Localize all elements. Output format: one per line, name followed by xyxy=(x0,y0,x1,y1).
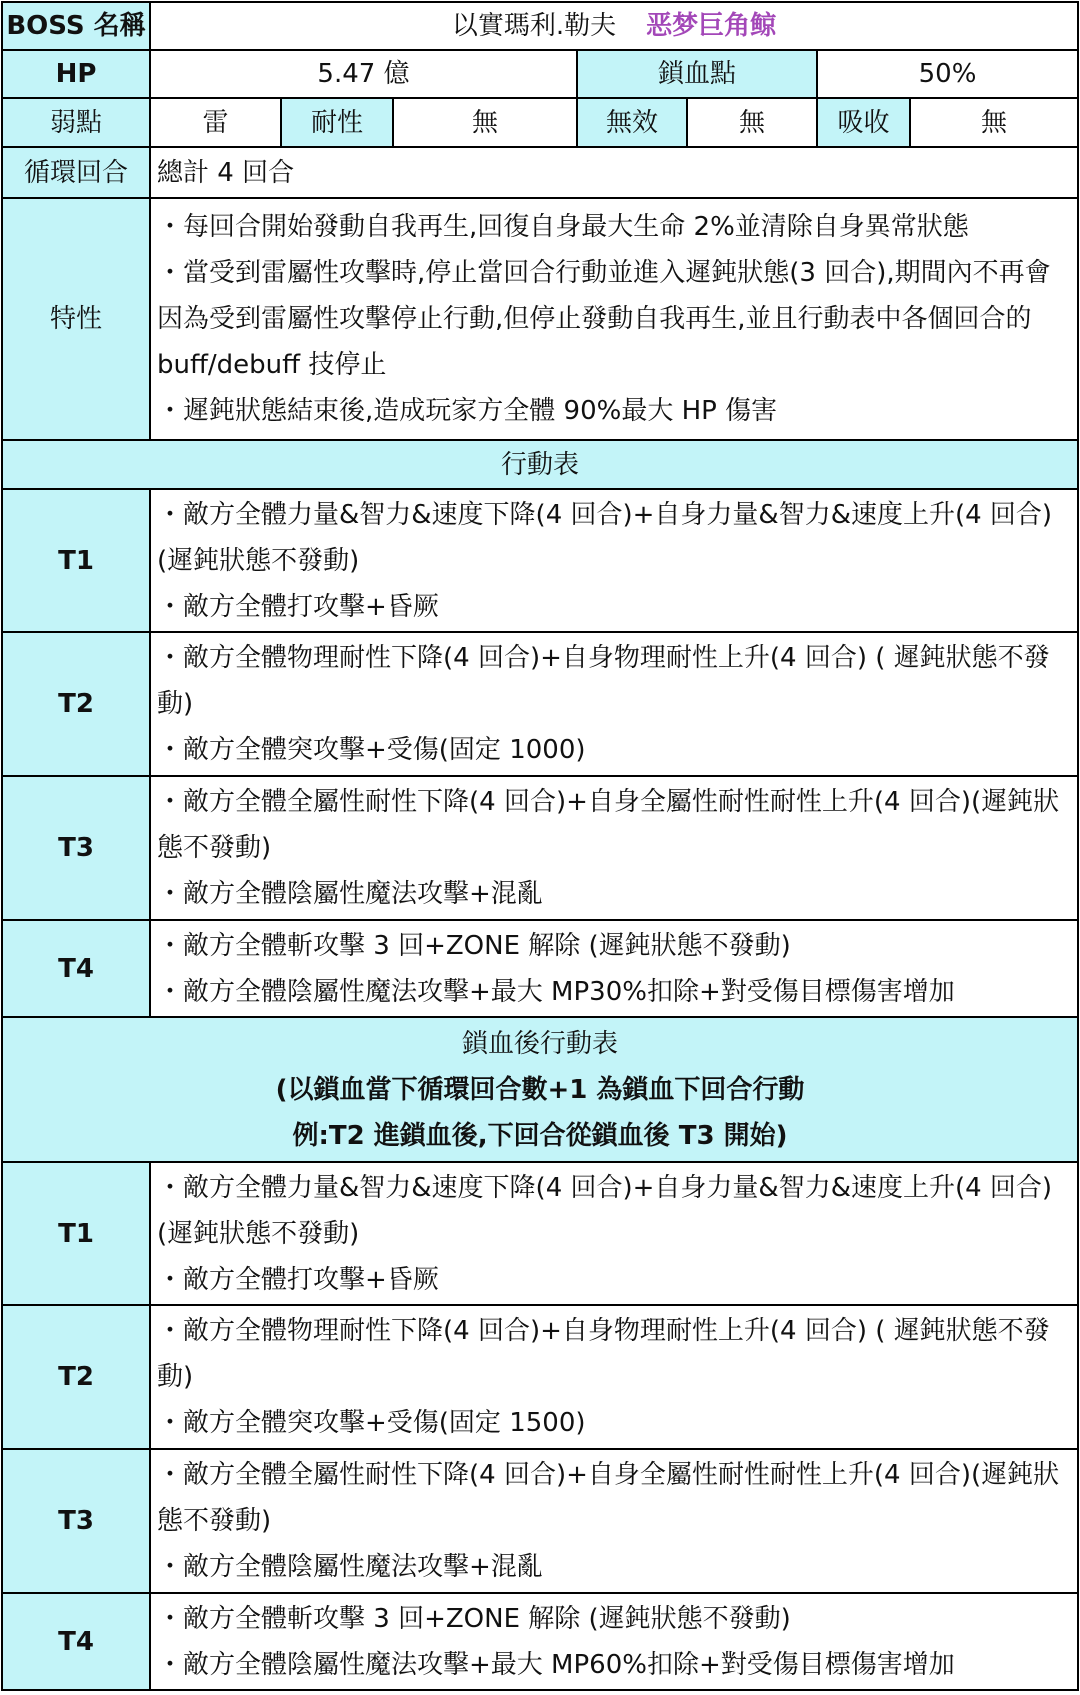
action-line: ・敵方全體斬攻擊 3 回+ZONE 解除 (遲鈍狀態不發動) xyxy=(157,1603,791,1634)
cycle-value: 總計 4 回合 xyxy=(150,147,1078,198)
turn-label: T1 xyxy=(2,489,150,632)
hp-label: HP xyxy=(2,50,150,98)
lock-label: 鎖血點 xyxy=(577,50,817,98)
action-line: ・敵方全體陰屬性魔法攻擊+最大 MP60%扣除+對受傷目標傷害增加 xyxy=(157,1649,955,1680)
action-cell xyxy=(150,1593,1078,1690)
boss-alias: 恶梦巨角鲸 xyxy=(646,11,777,41)
turn-label: T1 xyxy=(2,1162,150,1305)
absorb-value: 無 xyxy=(910,98,1078,147)
action-line: ・敵方全體物理耐性下降(4 回合)+自身物理耐性上升(4 回合) ( 遲鈍狀態不發動) xyxy=(157,1316,1050,1392)
action-cell xyxy=(150,920,1078,1017)
turn-label: T2 xyxy=(2,1305,150,1449)
action-cell xyxy=(150,1305,1078,1449)
action-line: ・敵方全體物理耐性下降(4 回合)+自身物理耐性上升(4 回合) ( 遲鈍狀態不發動) xyxy=(157,643,1050,719)
action-cell xyxy=(150,1449,1078,1593)
turn-label: T3 xyxy=(2,776,150,920)
trait-label: 特性 xyxy=(2,198,150,440)
boss-info-table xyxy=(1,1,1079,1691)
null-value: 無 xyxy=(687,98,817,147)
lock-note-line: (以鎖血當下循環回合數+1 為鎖血下回合行動 xyxy=(275,1074,805,1105)
action-line: ・敵方全體陰屬性魔法攻擊+混亂 xyxy=(157,879,543,909)
absorb-label: 吸收 xyxy=(817,98,910,147)
trait-line: ・遲鈍狀態結束後,造成玩家方全體 90%最大 HP 傷害 xyxy=(157,396,778,426)
resist-value: 無 xyxy=(393,98,577,147)
action-table-title: 行動表 xyxy=(2,440,1078,489)
action-line: ・敵方全體力量&智力&速度下降(4 回合)+自身力量&智力&速度上升(4 回合)(遲鈍狀態不發動) xyxy=(157,499,1053,576)
cycle-label: 循環回合 xyxy=(2,147,150,198)
lock-action-title: 鎖血後行動表 xyxy=(462,1028,619,1059)
action-line: ・敵方全體斬攻擊 3 回+ZONE 解除 (遲鈍狀態不發動) xyxy=(157,930,791,961)
null-label: 無效 xyxy=(577,98,687,147)
trait-cell xyxy=(150,198,1078,440)
lock-value: 50% xyxy=(817,50,1078,98)
weak-label: 弱點 xyxy=(2,98,150,147)
turn-label: T2 xyxy=(2,632,150,776)
action-cell xyxy=(150,776,1078,920)
action-line: ・敵方全體突攻擊+受傷(固定 1500) xyxy=(157,1408,586,1438)
hp-value: 5.47 億 xyxy=(150,50,577,98)
action-line: ・敵方全體陰屬性魔法攻擊+混亂 xyxy=(157,1552,543,1582)
lock-action-header xyxy=(2,1017,1078,1162)
lock-note-line: 例:T2 進鎖血後,下回合從鎖血後 T3 開始) xyxy=(292,1120,788,1151)
action-line: ・敵方全體全屬性耐性下降(4 回合)+自身全屬性耐性耐性上升(4 回合)(遲鈍狀態不發動) xyxy=(157,787,1060,863)
turn-label: T4 xyxy=(2,920,150,1017)
boss-name-label: BOSS 名稱 xyxy=(2,2,150,50)
action-line: ・敵方全體打攻擊+昏厥 xyxy=(157,591,439,622)
trait-line: ・每回合開始發動自我再生,回復自身最大生命 2%並清除自身異常狀態 xyxy=(157,212,969,242)
turn-label: T3 xyxy=(2,1449,150,1593)
action-line: ・敵方全體全屬性耐性下降(4 回合)+自身全屬性耐性耐性上升(4 回合)(遲鈍狀態不發動) xyxy=(157,1460,1060,1536)
weak-value: 雷 xyxy=(150,98,281,147)
action-cell xyxy=(150,489,1078,632)
action-line: ・敵方全體打攻擊+昏厥 xyxy=(157,1264,439,1295)
action-line: ・敵方全體陰屬性魔法攻擊+最大 MP30%扣除+對受傷目標傷害增加 xyxy=(157,976,955,1007)
resist-label: 耐性 xyxy=(281,98,393,147)
action-line: ・敵方全體力量&智力&速度下降(4 回合)+自身力量&智力&速度上升(4 回合)(遲鈍狀態不發動) xyxy=(157,1172,1053,1249)
trait-line: ・當受到雷屬性攻擊時,停止當回合行動並進入遲鈍狀態(3 回合),期間內不再會因為受到雷屬性攻擊停止行動,但停止發動自我再生,並且行動表中各個回合的 buff/debuff 技停止 xyxy=(157,258,1051,380)
turn-label: T4 xyxy=(2,1593,150,1690)
action-line: ・敵方全體突攻擊+受傷(固定 1000) xyxy=(157,735,586,765)
boss-name: 以實瑪利.勒夫 xyxy=(451,11,617,41)
action-cell xyxy=(150,632,1078,776)
action-cell xyxy=(150,1162,1078,1305)
boss-name-cell xyxy=(150,2,1078,50)
